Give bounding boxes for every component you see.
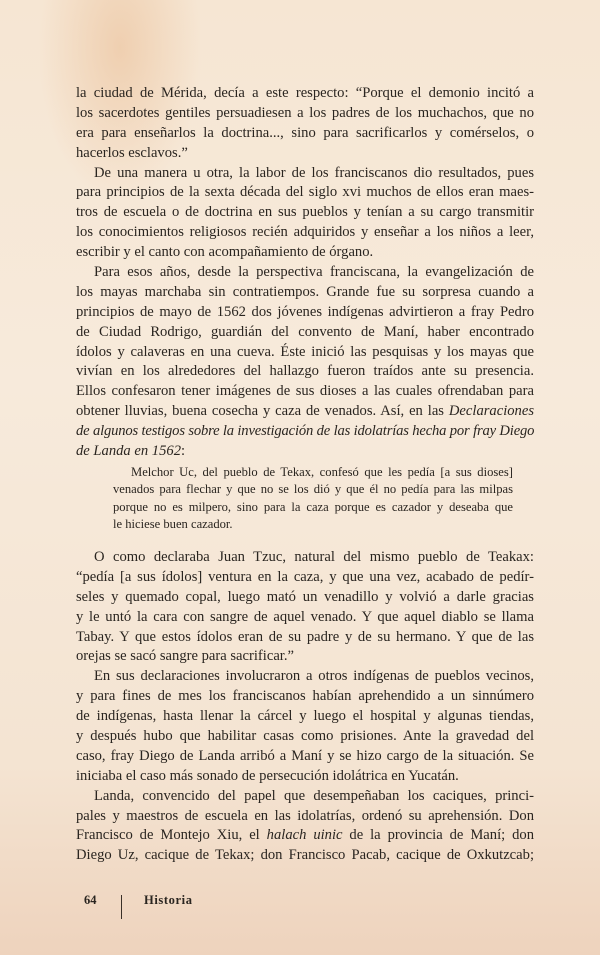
italic-title: Declaraciones — [448, 403, 534, 420]
text-line: Diego Uz, cacique de Tekax; don Francisco Pacab, cacique de Oxkutzcab; — [76, 847, 534, 864]
text-line: vivían en los alrededores del hallazgo fueron traídos ante su presencia. — [76, 363, 534, 380]
quote-line: porque no es milpero, sino para la caza porque es cazador y deseaba que — [113, 499, 513, 514]
text-run: : — [181, 443, 186, 460]
text-run: de la provincia de Maní; don — [342, 827, 534, 844]
text-line: pales y maestros de escuela en las idolatrías, ordenó su aprehensión. Don — [76, 807, 534, 824]
text-line: los sacerdotes gentiles persuadiesen a los padres de los muchachos, que no — [76, 104, 534, 121]
text-line: escribir y el canto con acompañamiento de órgano. — [76, 244, 374, 261]
body-text-top — [76, 84, 534, 462]
text-line: hacerlos esclavos.” — [76, 144, 188, 161]
text-line: En sus declaraciones involucraron a otros indígenas de pueblos vecinos, — [94, 668, 534, 685]
text-line: ídolos y calaveras en una cueva. Éste inició las pesquisas y los mayas que — [76, 343, 534, 360]
text-line: Landa, convencido del papel que desempeñaban los caciques, princi- — [94, 787, 534, 804]
running-section-title: Historia — [144, 892, 193, 907]
footer-divider — [121, 895, 123, 919]
quote-line: le hiciese buen cazador. — [113, 517, 233, 532]
italic-term: halach uinic — [266, 827, 343, 844]
text-line: los conocimientos religiosos recién adquiridos y enseñar a los niños a leer, — [76, 224, 534, 241]
quote-line: Melchor Uc, del pueblo de Tekax, confesó que les pedía [a sus dioses] — [131, 465, 513, 479]
text-line: Tabay. Y que estos ídolos eran de su padre y de su hermano. Y que de las — [76, 628, 534, 645]
text-line — [76, 422, 534, 442]
text-line: de Ciudad Rodrigo, guardián del convento de Maní, haber encontrado — [76, 323, 534, 340]
text-line: caso, fray Diego de Landa arribó a Maní y se hizo cargo de la situación. Se — [76, 747, 534, 764]
block-quote — [113, 464, 513, 534]
text-line: los mayas marchaba sin contratiempos. Grande fue su sorpresa cuando a — [76, 283, 534, 300]
text-line: orejas se sacó sangre para sacrificar.” — [76, 648, 294, 665]
text-line — [76, 402, 534, 422]
text-line: era para enseñarlos la doctrina..., sino para sacrificarlos y comérselos, o — [76, 124, 534, 141]
text-line: O como declaraba Juan Tzuc, natural del mismo pueblo de Teakax: — [94, 549, 534, 565]
text-line: seles y quemado copal, luego mató un venadillo y volvió a darle gracias — [76, 588, 534, 605]
text-line: y le untó la cara con sangre de aquel venado. Y que aquel diablo se llama — [76, 608, 534, 625]
italic-title: de Landa en 1562 — [76, 443, 181, 460]
text-line: para principios de la sexta década del siglo xvi muchos de ellos eran maes- — [76, 184, 534, 201]
text-line: Ellos confesaron tener imágenes de sus dioses a las cuales ofrendaban para — [76, 383, 534, 400]
page-number: 64 — [84, 892, 97, 907]
text-line — [76, 442, 534, 462]
text-line: De una manera u otra, la labor de los franciscanos dio resultados, pues — [94, 164, 534, 181]
quote-line: venados para flechar y que no se los dió y que él no pedía para las milpas — [113, 482, 513, 497]
text-line: iniciaba el caso más sonado de persecución idolátrica en Yucatán. — [76, 767, 459, 784]
text-run: Francisco de Montejo Xiu, el — [76, 827, 267, 844]
text-line: y después hubo que habilitar casas como prisiones. Ante la gravedad del — [76, 728, 534, 745]
text-line — [76, 826, 534, 846]
text-line: Para esos años, desde la perspectiva franciscana, la evangelización de — [94, 264, 534, 281]
italic-title: de algunos testigos sobre la investigación de las idolatrías hecha por fray Diego — [76, 423, 535, 440]
text-line: la ciudad de Mérida, decía a este respecto: “Porque el demonio incitó a — [76, 85, 534, 101]
paragraph-5 — [76, 667, 534, 786]
text-run: obtener lluvias, buena cosecha y caza de venados. Así, en las — [76, 403, 449, 420]
page-footer — [84, 888, 193, 912]
paragraph-1 — [76, 84, 534, 164]
body-text-bottom — [76, 548, 534, 866]
paragraph-6 — [76, 787, 534, 867]
text-line: “pedía [a sus ídolos] ventura en la caza, y que una vez, acabado de pedír- — [76, 568, 534, 585]
paragraph-3 — [76, 263, 534, 462]
paragraph-2 — [76, 164, 534, 263]
text-line: de indígenas, hasta llenar la cárcel y luego el hospital y algunas tiendas, — [76, 708, 534, 725]
text-line: y para fines de mes los franciscanos habían aprehendido a un sinnúmero — [76, 688, 534, 705]
text-line: tros de escuela o de doctrina en sus pueblos y tenían a su cargo transmitir — [76, 204, 534, 221]
text-line: principios de mayo de 1562 dos jóvenes indígenas advirtieron a fray Pedro — [76, 303, 534, 320]
paragraph-4 — [76, 548, 534, 667]
